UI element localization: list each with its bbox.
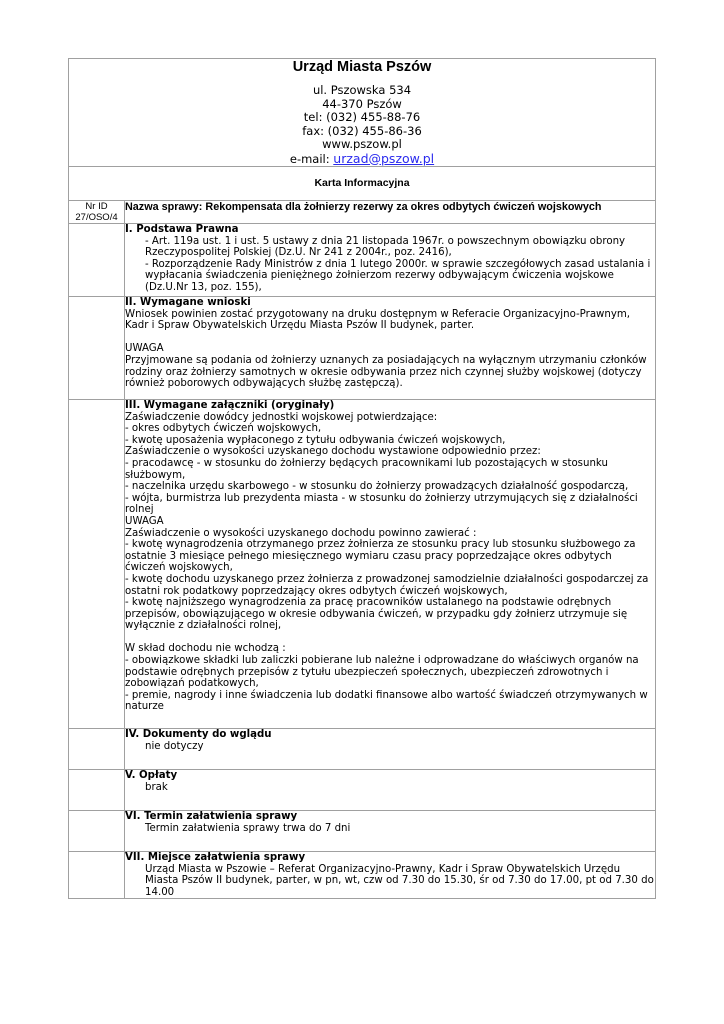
- attachment-line: - premie, nagrody i inne świadczenia lub dodatki finansowe albo wartość świadczeń otrzymywanych w naturze: [125, 689, 648, 713]
- office-fax: fax: (032) 455-86-36: [302, 123, 422, 138]
- case-id-cell: [69, 201, 125, 224]
- case-id-value: 27/OSO/4: [75, 212, 118, 223]
- section-fees: [125, 770, 656, 811]
- email-label: e-mail:: [289, 151, 334, 166]
- office-phone: tel: (032) 455-88-76: [303, 110, 421, 124]
- office-street: ul. Pszowska 534: [312, 83, 412, 97]
- section-title: I. Podstawa Prawna: [125, 224, 239, 235]
- office-website: www.pszow.pl: [322, 137, 402, 151]
- section-required-applications: [125, 297, 656, 400]
- section-required-attachments: [125, 400, 656, 729]
- legal-item: - Rozporządzenie Rady Ministrów z dnia 1 lutego 2000r. w sprawie szczegółowych zasad ustalania i wypłacania świadczenia pieniężnego żołnierzom rezerwy odbywającym ćwiczenia wojskowe (Dz.U.Nr 13, poz. 155),: [145, 258, 651, 293]
- section-title: III. Wymagane załączniki (oryginały): [125, 400, 335, 411]
- attachment-line: Zaświadczenie dowódcy jednostki wojskowej potwierdzające:: [125, 411, 438, 423]
- section-legal-basis: [125, 224, 656, 297]
- applications-text: Wniosek powinien zostać przygotowany na druku dostępnym w Referacie Organizacyjno-Prawnym, Kadr i Spraw Obywatelskich Urzędu Miasta Pszów II budynek, parter.: [125, 308, 631, 332]
- card-title: Karta Informacyjna: [69, 167, 656, 201]
- info-card-document: [68, 58, 656, 899]
- section-title: IV. Dokumenty do wglądu: [125, 729, 272, 740]
- section-deadline: [125, 811, 656, 852]
- attachment-line: - kwotę najniższego wynagrodzenia za pracę pracowników ustalanego na podstawie odrębnych przepisów, obowiązującego w okresie odbywania ćwiczeń, w przypadku gdy żołnierz utrzymuje się wyłącznie z działalności rolnej,: [125, 597, 628, 632]
- section-documents: [125, 729, 656, 770]
- attachment-line: W skład dochodu nie wchodzą :: [125, 643, 286, 655]
- empty-cell: [69, 297, 125, 400]
- section-text: brak: [145, 781, 168, 793]
- section-title: VII. Miejsce załatwienia sprawy: [125, 852, 306, 863]
- attachment-line: - kwotę uposażenia wypłaconego z tytułu odbywania ćwiczeń wojskowych,: [125, 434, 506, 446]
- note-label: UWAGA: [125, 343, 164, 355]
- section-text: Termin załatwienia sprawy trwa do 7 dni: [145, 822, 351, 834]
- office-postal: 44-370 Pszów: [322, 96, 402, 111]
- attachment-line: - naczelnika urzędu skarbowego - w stosunku do żołnierzy prowadzących działalność gospodarczą,: [125, 481, 629, 493]
- section-text: Urząd Miasta w Pszowie – Referat Organizacyjno-Prawny, Kadr i Spraw Obywatelskich Urzędu Miasta Pszów II budynek, parter, w pn, wt, czw od 7.30 do 15.30, śr od 7.30 do 17.00, pt od 7.30 do 14.00: [145, 863, 654, 898]
- section-text: nie dotyczy: [145, 740, 204, 752]
- empty-cell: [69, 811, 125, 852]
- attachment-line: - okres odbytych ćwiczeń wojskowych,: [125, 423, 322, 435]
- empty-cell: [69, 770, 125, 811]
- section-title: II. Wymagane wnioski: [125, 297, 251, 308]
- office-header: [69, 59, 656, 167]
- attachment-line: - obowiązkowe składki lub zaliczki pobierane lub należne i odprowadzane do właściwych organów na podstawie odrębnych przepisów z tytułu ubezpieczeń społecznych, ubezpieczeń zdrowotnych i zobowiązań podatkowych,: [125, 655, 639, 690]
- case-name: Nazwa sprawy: Rekompensata dla żołnierzy rezerwy za okres odbytych ćwiczeń wojskowych: [125, 201, 656, 224]
- empty-cell: [69, 400, 125, 729]
- attachment-line: - pracodawcę - w stosunku do żołnierzy będących pracownikami lub pozostających w stosunku służbowym,: [125, 457, 608, 481]
- attachment-line: Zaświadczenie o wysokości uzyskanego dochodu powinno zawierać :: [125, 527, 477, 539]
- attachment-line: - wójta, burmistrza lub prezydenta miasta - w stosunku do żołnierzy utrzymujących się z działalności rolnej: [125, 492, 638, 516]
- empty-cell: [69, 224, 125, 297]
- section-title: VI. Termin załatwienia sprawy: [125, 811, 298, 822]
- case-id-label: Nr ID: [85, 201, 108, 212]
- attachment-line: - kwotę dochodu uzyskanego przez żołnierza z prowadzonej samodzielnie działalności gospodarczej za ostatni rok podatkowy poprzedzający okres odbytych ćwiczeń wojskowych,: [125, 573, 649, 597]
- attachment-line: - kwotę wynagrodzenia otrzymanego przez żołnierza ze stosunku pracy lub stosunku służbowego za ostatnie 3 miesiące pełnego miesięcznego wymiaru czasu pracy poprzedzające okres odbytych ćwiczeń wojskowych,: [125, 539, 636, 574]
- section-title: V. Opłaty: [125, 770, 178, 781]
- legal-item: - Art. 119a ust. 1 i ust. 5 ustawy z dnia 21 listopada 1967r. o powszechnym obowiązku obrony Rzeczypospolitej Polskiej (Dz.U. Nr 241 z 2004r., poz. 2416),: [145, 235, 626, 259]
- empty-cell: [69, 729, 125, 770]
- email-link[interactable]: urzad@pszow.pl: [333, 150, 435, 166]
- attachment-line: Zaświadczenie o wysokości uzyskanego dochodu wystawione odpowiednio przez:: [125, 446, 541, 458]
- section-place: [125, 852, 656, 899]
- note-text: Przyjmowane są podania od żołnierzy uznanych za posiadających na wyłącznym utrzymaniu członków rodziny oraz żołnierzy samotnych w okresie odbywania przez nich czynnej służby wojskowej (dotyczy również poborowych odbywających służbę zastępczą).: [125, 354, 647, 390]
- empty-cell: [69, 852, 125, 899]
- attachment-line: UWAGA: [125, 515, 164, 527]
- info-card-table: [68, 58, 656, 899]
- office-name: Urząd Miasta Pszów: [292, 59, 432, 75]
- office-email-line: [69, 152, 655, 167]
